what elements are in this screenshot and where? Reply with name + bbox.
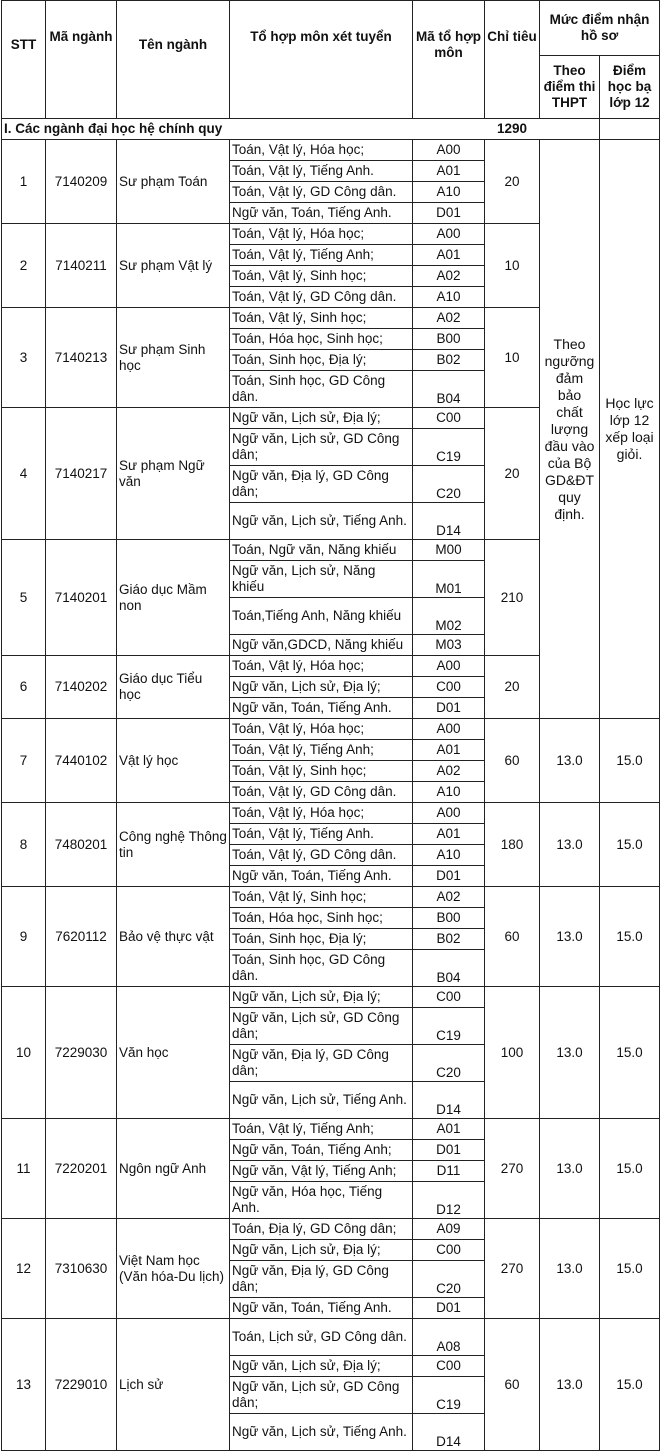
- section-empty: [540, 119, 600, 140]
- combo-subjects: Ngữ văn, Lịch sử, Địa lý;: [230, 1356, 413, 1377]
- row-stt: 4: [2, 408, 46, 540]
- row-hocba-score: 15.0: [600, 1319, 660, 1451]
- combo-subjects: Ngữ văn, Vật lý, Tiếng Anh;: [230, 1161, 413, 1182]
- combo-subjects: Toán, Vật lý, GD Công dân.: [230, 845, 413, 866]
- row-code: 7229030: [46, 987, 117, 1119]
- combo-subjects: Toán, Vật lý, Tiếng Anh.: [230, 824, 413, 845]
- combo-code: A10: [413, 782, 485, 803]
- row-name: Vật lý học: [117, 719, 230, 803]
- combo-code: C19: [413, 429, 485, 466]
- row-code: 7440102: [46, 719, 117, 803]
- combo-subjects: Toán, Vật lý, Tiếng Anh;: [230, 740, 413, 761]
- combo-code: D12: [413, 1182, 485, 1219]
- row-thpt-score: 13.0: [540, 1219, 600, 1319]
- combo-subjects: Ngữ văn, Toán, Tiếng Anh.: [230, 1298, 413, 1319]
- combo-subjects: Toán, Vật lý, Tiếng Anh;: [230, 245, 413, 266]
- combo-subjects: Toán, Vật lý, GD Công dân.: [230, 287, 413, 308]
- row-code: 7220201: [46, 1119, 117, 1219]
- row-thpt-score: 13.0: [540, 1119, 600, 1219]
- combo-subjects: Ngữ văn, Lịch sử, GD Công dân;: [230, 429, 413, 466]
- combo-subjects: Ngữ văn, Địa lý, GD Công dân;: [230, 1045, 413, 1082]
- row-thpt-score: 13.0: [540, 719, 600, 803]
- row-name: Bảo vệ thực vật: [117, 887, 230, 987]
- row-code: 7620112: [46, 887, 117, 987]
- row-hocba-score: 15.0: [600, 887, 660, 987]
- combo-subjects: Toán, Vật lý, Sinh học;: [230, 266, 413, 287]
- row-name: Việt Nam học (Văn hóa-Du lịch): [117, 1219, 230, 1319]
- combo-subjects: Toán, Sinh học, Địa lý;: [230, 350, 413, 371]
- table-row: [2, 1319, 660, 1356]
- combo-subjects: Toán, Lịch sử, GD Công dân.: [230, 1319, 413, 1356]
- row-quota: 60: [485, 1319, 540, 1451]
- combo-code: A08: [413, 1319, 485, 1356]
- combo-code: A01: [413, 1119, 485, 1140]
- row-hocba-score: 15.0: [600, 719, 660, 803]
- combo-subjects: Ngữ văn, Lịch sử, Năng khiếu: [230, 561, 413, 598]
- row-stt: 8: [2, 803, 46, 887]
- combo-subjects: Toán, Sinh học, GD Công dân.: [230, 950, 413, 987]
- combo-code: M01: [413, 561, 485, 598]
- row-thpt-score: 13.0: [540, 803, 600, 887]
- combo-code: C00: [413, 987, 485, 1008]
- admission-table: [1, 0, 660, 1451]
- combo-subjects: Toán, Hóa học, Sinh học;: [230, 908, 413, 929]
- row-stt: 5: [2, 540, 46, 656]
- combo-code: B02: [413, 350, 485, 371]
- combo-code: A00: [413, 224, 485, 245]
- thpt-threshold-note: Theo ngưỡng đảm bảo chất lượng đầu vào của Bộ GD&ĐT quy định.: [540, 140, 600, 719]
- combo-code: A00: [413, 656, 485, 677]
- row-quota: 60: [485, 719, 540, 803]
- section-total: 1290: [485, 119, 540, 140]
- row-stt: 7: [2, 719, 46, 803]
- row-name: Ngôn ngữ Anh: [117, 1119, 230, 1219]
- combo-subjects: Ngữ văn, Lịch sử, GD Công dân;: [230, 1377, 413, 1414]
- combo-subjects: Ngữ văn, Hóa học, Tiếng Anh.: [230, 1182, 413, 1219]
- row-stt: 12: [2, 1219, 46, 1319]
- header-chi-tieu: Chỉ tiêu: [485, 1, 540, 119]
- combo-code: B04: [413, 950, 485, 987]
- combo-subjects: Ngữ văn, Lịch sử, Tiếng Anh.: [230, 503, 413, 540]
- row-code: 7140211: [46, 224, 117, 308]
- row-stt: 9: [2, 887, 46, 987]
- combo-code: M02: [413, 598, 485, 635]
- combo-code: A01: [413, 824, 485, 845]
- row-stt: 1: [2, 140, 46, 224]
- combo-subjects: Toán, Vật lý, Hóa học;: [230, 803, 413, 824]
- combo-subjects: Ngữ văn, Lịch sử, Tiếng Anh.: [230, 1414, 413, 1451]
- row-quota: 20: [485, 140, 540, 224]
- row-thpt-score: 13.0: [540, 987, 600, 1119]
- row-quota: 60: [485, 887, 540, 987]
- combo-subjects: Ngữ văn,GDCD, Năng khiếu: [230, 635, 413, 656]
- row-code: 7140213: [46, 308, 117, 408]
- combo-code: D14: [413, 1082, 485, 1119]
- combo-code: D01: [413, 1298, 485, 1319]
- combo-code: A01: [413, 245, 485, 266]
- combo-code: D01: [413, 1140, 485, 1161]
- row-name: Lịch sử: [117, 1319, 230, 1451]
- combo-subjects: Toán, Vật lý, Sinh học;: [230, 761, 413, 782]
- row-stt: 3: [2, 308, 46, 408]
- table-row: [2, 803, 660, 824]
- row-stt: 10: [2, 987, 46, 1119]
- row-code: 7140217: [46, 408, 117, 540]
- combo-code: A00: [413, 719, 485, 740]
- combo-code: D14: [413, 1414, 485, 1451]
- header-to-hop: Tổ hợp môn xét tuyển: [230, 1, 413, 119]
- row-code: 7310630: [46, 1219, 117, 1319]
- combo-subjects: Toán,Tiếng Anh, Năng khiếu: [230, 598, 413, 635]
- combo-subjects: Ngữ văn, Địa lý, GD Công dân;: [230, 466, 413, 503]
- header-ma-to-hop: Mã tổ hợp môn: [413, 1, 485, 119]
- combo-subjects: Ngữ văn, Toán, Tiếng Anh;: [230, 1140, 413, 1161]
- section-empty: [600, 119, 660, 140]
- combo-code: A02: [413, 308, 485, 329]
- combo-code: B00: [413, 908, 485, 929]
- row-thpt-score: 13.0: [540, 1319, 600, 1451]
- combo-subjects: Toán, Vật lý, GD Công dân.: [230, 182, 413, 203]
- combo-code: M03: [413, 635, 485, 656]
- combo-subjects: Toán, Địa lý, GD Công dân;: [230, 1219, 413, 1240]
- row-quota: 210: [485, 540, 540, 656]
- combo-subjects: Toán, Vật lý, Tiếng Anh.: [230, 161, 413, 182]
- row-hocba-score: 15.0: [600, 1219, 660, 1319]
- row-thpt-score: 13.0: [540, 887, 600, 987]
- combo-subjects: Toán, Vật lý, Hóa học;: [230, 224, 413, 245]
- combo-subjects: Toán, Vật lý, Sinh học;: [230, 887, 413, 908]
- combo-code: A01: [413, 161, 485, 182]
- combo-code: B00: [413, 329, 485, 350]
- row-name: Sư phạm Sinh học: [117, 308, 230, 408]
- row-name: Giáo dục Tiểu học: [117, 656, 230, 719]
- combo-code: D01: [413, 203, 485, 224]
- header-hoc-ba: Điểm học bạ lớp 12: [600, 56, 660, 119]
- section-title: I. Các ngành đại học hệ chính quy: [2, 119, 485, 140]
- combo-code: A10: [413, 287, 485, 308]
- combo-code: A02: [413, 266, 485, 287]
- combo-code: D01: [413, 866, 485, 887]
- combo-code: C19: [413, 1377, 485, 1414]
- combo-code: B02: [413, 929, 485, 950]
- combo-code: A02: [413, 887, 485, 908]
- header-stt: STT: [2, 1, 46, 119]
- combo-subjects: Ngữ văn, Lịch sử, Tiếng Anh.: [230, 1082, 413, 1119]
- table-row: [2, 1119, 660, 1140]
- combo-code: C00: [413, 1240, 485, 1261]
- combo-subjects: Toán, Sinh học, GD Công dân.: [230, 371, 413, 408]
- row-quota: 20: [485, 408, 540, 540]
- combo-code: A09: [413, 1219, 485, 1240]
- row-stt: 6: [2, 656, 46, 719]
- combo-code: A00: [413, 803, 485, 824]
- row-quota: 20: [485, 656, 540, 719]
- row-stt: 11: [2, 1119, 46, 1219]
- table-row: [2, 140, 660, 161]
- combo-subjects: Ngữ văn, Toán, Tiếng Anh.: [230, 866, 413, 887]
- header-ten-nganh: Tên ngành: [117, 1, 230, 119]
- row-hocba-score: 15.0: [600, 803, 660, 887]
- section-row: [2, 119, 660, 140]
- header-muc-diem: Mức điểm nhận hồ sơ: [540, 1, 660, 56]
- row-name: Sư phạm Toán: [117, 140, 230, 224]
- header-ma-nganh: Mã ngành: [46, 1, 117, 119]
- combo-code: A10: [413, 845, 485, 866]
- combo-subjects: Toán, Ngữ văn, Năng khiếu: [230, 540, 413, 561]
- combo-subjects: Toán, Vật lý, Tiếng Anh;: [230, 1119, 413, 1140]
- header-theo-thpt: Theo điểm thi THPT: [540, 56, 600, 119]
- combo-code: D01: [413, 698, 485, 719]
- row-code: 7480201: [46, 803, 117, 887]
- combo-code: M00: [413, 540, 485, 561]
- row-code: 7140202: [46, 656, 117, 719]
- hocba-requirement-note: Học lực lớp 12 xếp loại giỏi.: [600, 140, 660, 719]
- combo-subjects: Toán, Sinh học, Địa lý;: [230, 929, 413, 950]
- row-quota: 270: [485, 1119, 540, 1219]
- combo-subjects: Toán, Hóa học, Sinh học;: [230, 329, 413, 350]
- combo-subjects: Toán, Vật lý, Hóa học;: [230, 656, 413, 677]
- combo-code: A10: [413, 182, 485, 203]
- row-quota: 10: [485, 224, 540, 308]
- row-name: Văn học: [117, 987, 230, 1119]
- combo-code: D14: [413, 503, 485, 540]
- combo-subjects: Toán, Vật lý, Sinh học;: [230, 308, 413, 329]
- combo-subjects: Ngữ văn, Lịch sử, GD Công dân;: [230, 1008, 413, 1045]
- combo-code: C19: [413, 1008, 485, 1045]
- row-hocba-score: 15.0: [600, 987, 660, 1119]
- combo-code: C20: [413, 466, 485, 503]
- table-row: [2, 987, 660, 1008]
- row-name: Giáo dục Mầm non: [117, 540, 230, 656]
- combo-code: C00: [413, 1356, 485, 1377]
- combo-subjects: Ngữ văn, Lịch sử, Địa lý;: [230, 987, 413, 1008]
- combo-subjects: Toán, Vật lý, GD Công dân.: [230, 782, 413, 803]
- combo-subjects: Toán, Vật lý, Hóa học;: [230, 719, 413, 740]
- row-name: Công nghệ Thông tin: [117, 803, 230, 887]
- combo-code: A00: [413, 140, 485, 161]
- row-hocba-score: 15.0: [600, 1119, 660, 1219]
- combo-code: C20: [413, 1045, 485, 1082]
- row-stt: 13: [2, 1319, 46, 1451]
- table-row: [2, 1219, 660, 1240]
- row-name: Sư phạm Vật lý: [117, 224, 230, 308]
- combo-subjects: Ngữ văn, Toán, Tiếng Anh.: [230, 203, 413, 224]
- table-body: [2, 119, 660, 1451]
- combo-subjects: Toán, Vật lý, Hóa học;: [230, 140, 413, 161]
- row-code: 7140201: [46, 540, 117, 656]
- row-quota: 180: [485, 803, 540, 887]
- combo-code: C00: [413, 677, 485, 698]
- combo-subjects: Ngữ văn, Địa lý, GD Công dân;: [230, 1261, 413, 1298]
- table-row: [2, 887, 660, 908]
- combo-subjects: Ngữ văn, Toán, Tiếng Anh.: [230, 698, 413, 719]
- combo-subjects: Ngữ văn, Lịch sử, Địa lý;: [230, 677, 413, 698]
- row-code: 7229010: [46, 1319, 117, 1451]
- row-quota: 100: [485, 987, 540, 1119]
- combo-subjects: Ngữ văn, Lịch sử, Địa lý;: [230, 408, 413, 429]
- row-quota: 270: [485, 1219, 540, 1319]
- combo-code: C00: [413, 408, 485, 429]
- combo-code: A02: [413, 761, 485, 782]
- row-name: Sư phạm Ngữ văn: [117, 408, 230, 540]
- combo-code: A01: [413, 740, 485, 761]
- combo-subjects: Ngữ văn, Lịch sử, Địa lý;: [230, 1240, 413, 1261]
- row-stt: 2: [2, 224, 46, 308]
- combo-code: C20: [413, 1261, 485, 1298]
- row-code: 7140209: [46, 140, 117, 224]
- row-quota: 10: [485, 308, 540, 408]
- combo-code: B04: [413, 371, 485, 408]
- table-row: [2, 719, 660, 740]
- combo-code: D11: [413, 1161, 485, 1182]
